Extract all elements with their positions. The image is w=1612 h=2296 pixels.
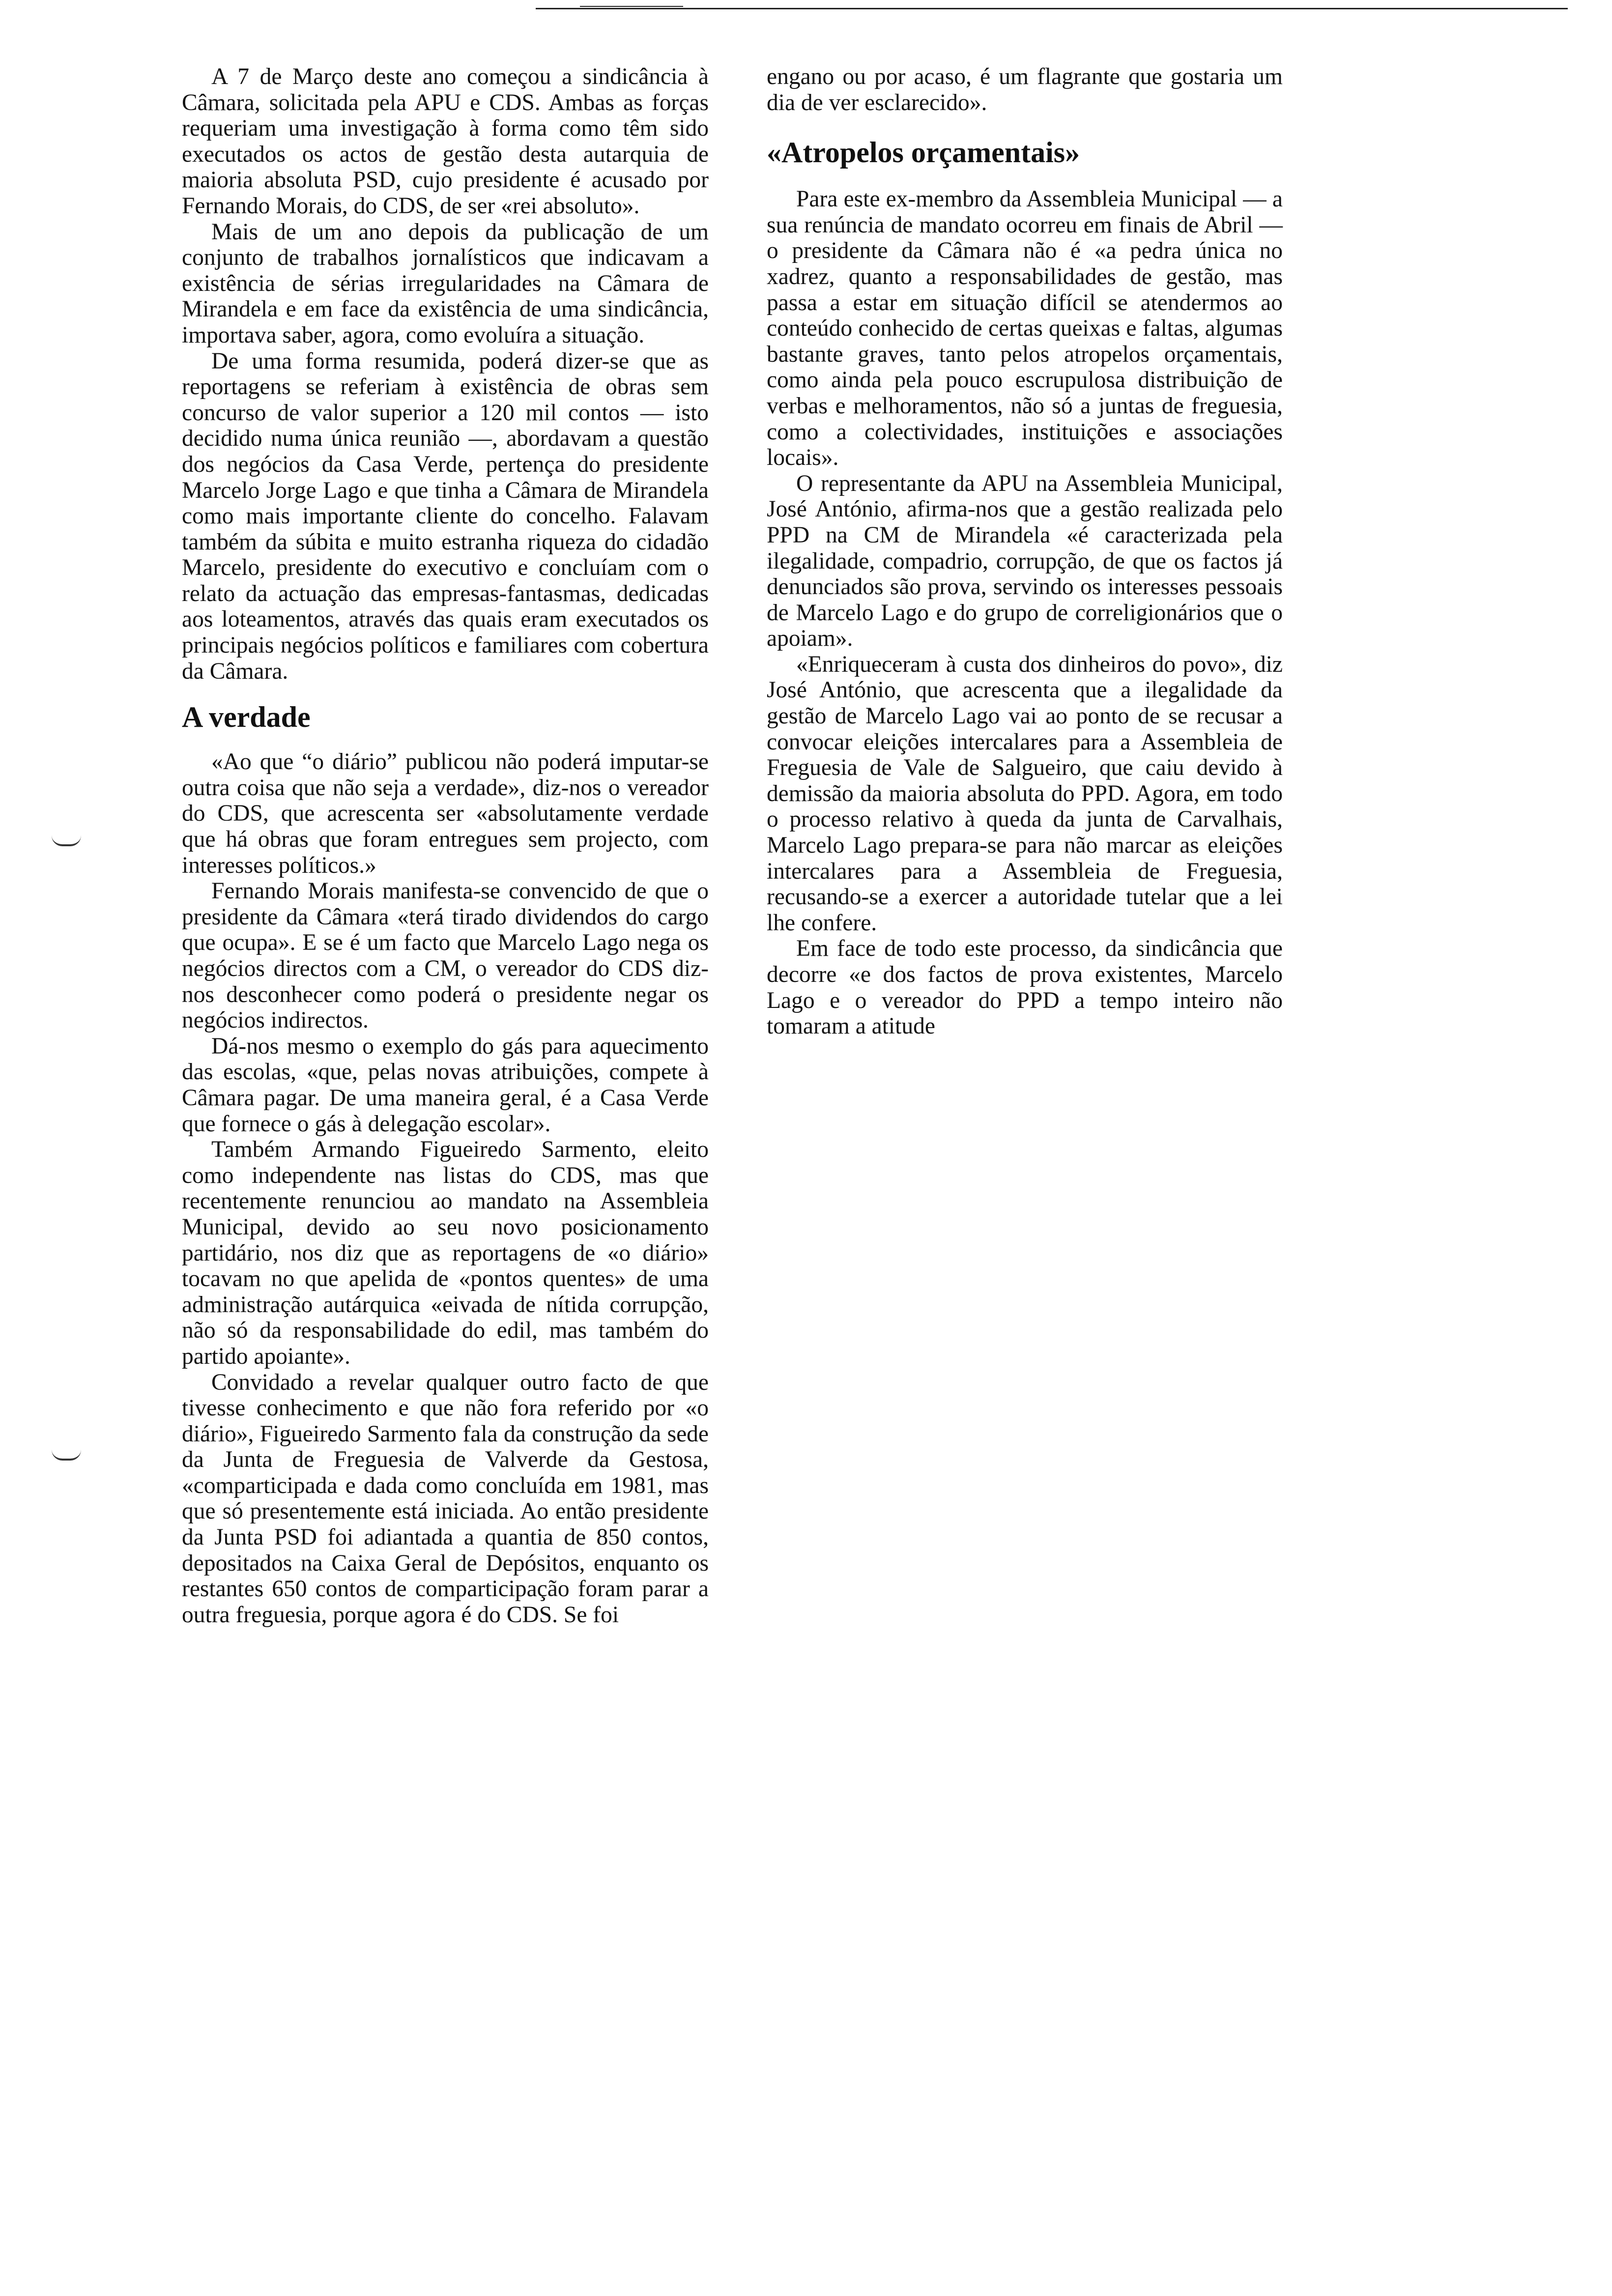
scan-mark [52,1450,81,1461]
section-heading: «Atropelos orçamentais» [767,136,1080,169]
scan-mark [52,835,81,846]
paragraph-continuation: engano ou por acaso, é um flagrante que gostaria um dia de ver esclarecido». [767,64,1283,115]
paragraph: Convidado a revelar qualquer outro facto de que tivesse conhecimento e que não fora referido por «o diário», Figueiredo Sarmento fala da construção da sede da Junta de Freguesia de Valverde da Gestosa, «comparticipada e dada como concluída em 1981, mas que só presentemente está iniciada. Ao então presidente da Junta PSD foi adiantada a quantia de 850 contos, depositados na Caixa Geral de Depósitos, enquanto os restantes 650 contos de comparticipação foram parar a outra freguesia, porque agora é do CDS. Se foi [182,1369,709,1628]
paragraph: Também Armando Figueiredo Sarmento, eleito como independente nas listas do CDS, mas que recentemente renunciou ao mandato na Assembleia Municipal, devido ao seu novo posicionamento partidário, nos diz que as reportagens de «o diário» tocavam no que apelida de «pontos quentes» de uma administração autárquica «eivada de nítida corrupção, não só da responsabilidade do edil, mas também do partido apoiante». [182,1137,709,1369]
paragraph: De uma forma resumida, poderá dizer-se que as reportagens se referiam à existência de obras sem concurso de valor superior a 120 mil contos — isto decidido numa única reunião —, abordavam a questão dos negócios da Casa Verde, pertença do presidente Marcelo Jorge Lago e que tinha a Câmara de Mirandela como mais importante cliente do concelho. Falavam também da súbita e muito estranha riqueza do cidadão Marcelo, presidente do executivo e concluíam com o relato da actuação das empresas-fantasmas, dedicadas aos loteamentos, através das quais eram executados os principais negócios políticos e familiares com cobertura da Câmara. [182,348,709,684]
top-rule-short [580,6,683,7]
paragraph: O representante da APU na Assembleia Municipal, José António, afirma-nos que a gestão realizada pelo PPD na CM de Mirandela «é caracterizada pela ilegalidade, compadrio, corrupção, de que os factos já denunciados são prova, servindo os interesses pessoais de Marcelo Lago e do grupo de correligionários que o apoiam». [767,470,1283,652]
paragraph: «Ao que “o diário” publicou não poderá imputar-se outra coisa que não seja a verdade», diz-nos o vereador do CDS, que acrescenta ser «absolutamente verdade que há obras que foram entregues sem projecto, com interesses políticos.» [182,749,709,878]
paragraph: Para este ex-membro da Assembleia Municipal — a sua renúncia de mandato ocorreu em finais de Abril — o presidente da Câmara não é «a pedra única no xadrez, quanto a responsabilidades de gestão, mas passa a estar em situação difícil se atendermos ao conteúdo conhecido de certas queixas e faltas, algumas bastante graves, tanto pelos atropelos orçamentais, como ainda pela pouco escrupulosa distribuição de verbas e melhoramentos, não só a juntas de freguesia, como a colectividades, instituições e associações locais». [767,186,1283,471]
paragraph: «Enriqueceram à custa dos dinheiros do povo», diz José António, que acrescenta que a ilegalidade da gestão de Marcelo Lago vai ao ponto de se recusar a convocar eleições intercalares para a Assembleia de Freguesia de Vale de Salgueiro, que caiu devido à demissão da maioria absoluta do PPD. Agora, em todo o processo relativo à queda da junta de Carvalhais, Marcelo Lago prepara-se para não marcar as eleições intercalares para a Assembleia de Freguesia, recusando-se a exercer a autoridade tutelar que a lei lhe confere. [767,651,1283,936]
paragraph: Em face de todo este processo, da sindicância que decorre «e dos factos de prova existentes, Marcelo Lago e o vereador do PPD a tempo inteiro não tomaram a atitude [767,936,1283,1039]
article-left-column [182,64,709,1628]
section-heading: A verdade [182,701,311,734]
top-rule [536,8,1568,9]
paragraph: Mais de um ano depois da publicação de um conjunto de trabalhos jornalísticos que indicavam a existência de sérias irregularidades na Câmara de Mirandela e em face da existência de uma sindicância, importava saber, agora, como evoluíra a situação. [182,219,709,348]
paragraph: Dá-nos mesmo o exemplo do gás para aquecimento das escolas, «que, pelas novas atribuições, compete à Câmara pagar. De uma maneira geral, é a Casa Verde que fornece o gás à delegação escolar». [182,1033,709,1137]
paragraph: Fernando Morais manifesta-se convencido de que o presidente da Câmara «terá tirado dividendos do cargo que ocupa». E se é um facto que Marcelo Lago nega os negócios directos com a CM, o vereador do CDS diz-nos desconhecer como poderá o presidente negar os negócios indirectos. [182,878,709,1033]
paragraph: A 7 de Março deste ano começou a sindicância à Câmara, solicitada pela APU e CDS. Ambas as forças requeriam uma investigação à forma como têm sido executados os actos de gestão desta autarquia de maioria absoluta PSD, cujo presidente é acusado por Fernando Morais, do CDS, de ser «rei absoluto». [182,64,709,219]
article-right-column [767,64,1283,1039]
